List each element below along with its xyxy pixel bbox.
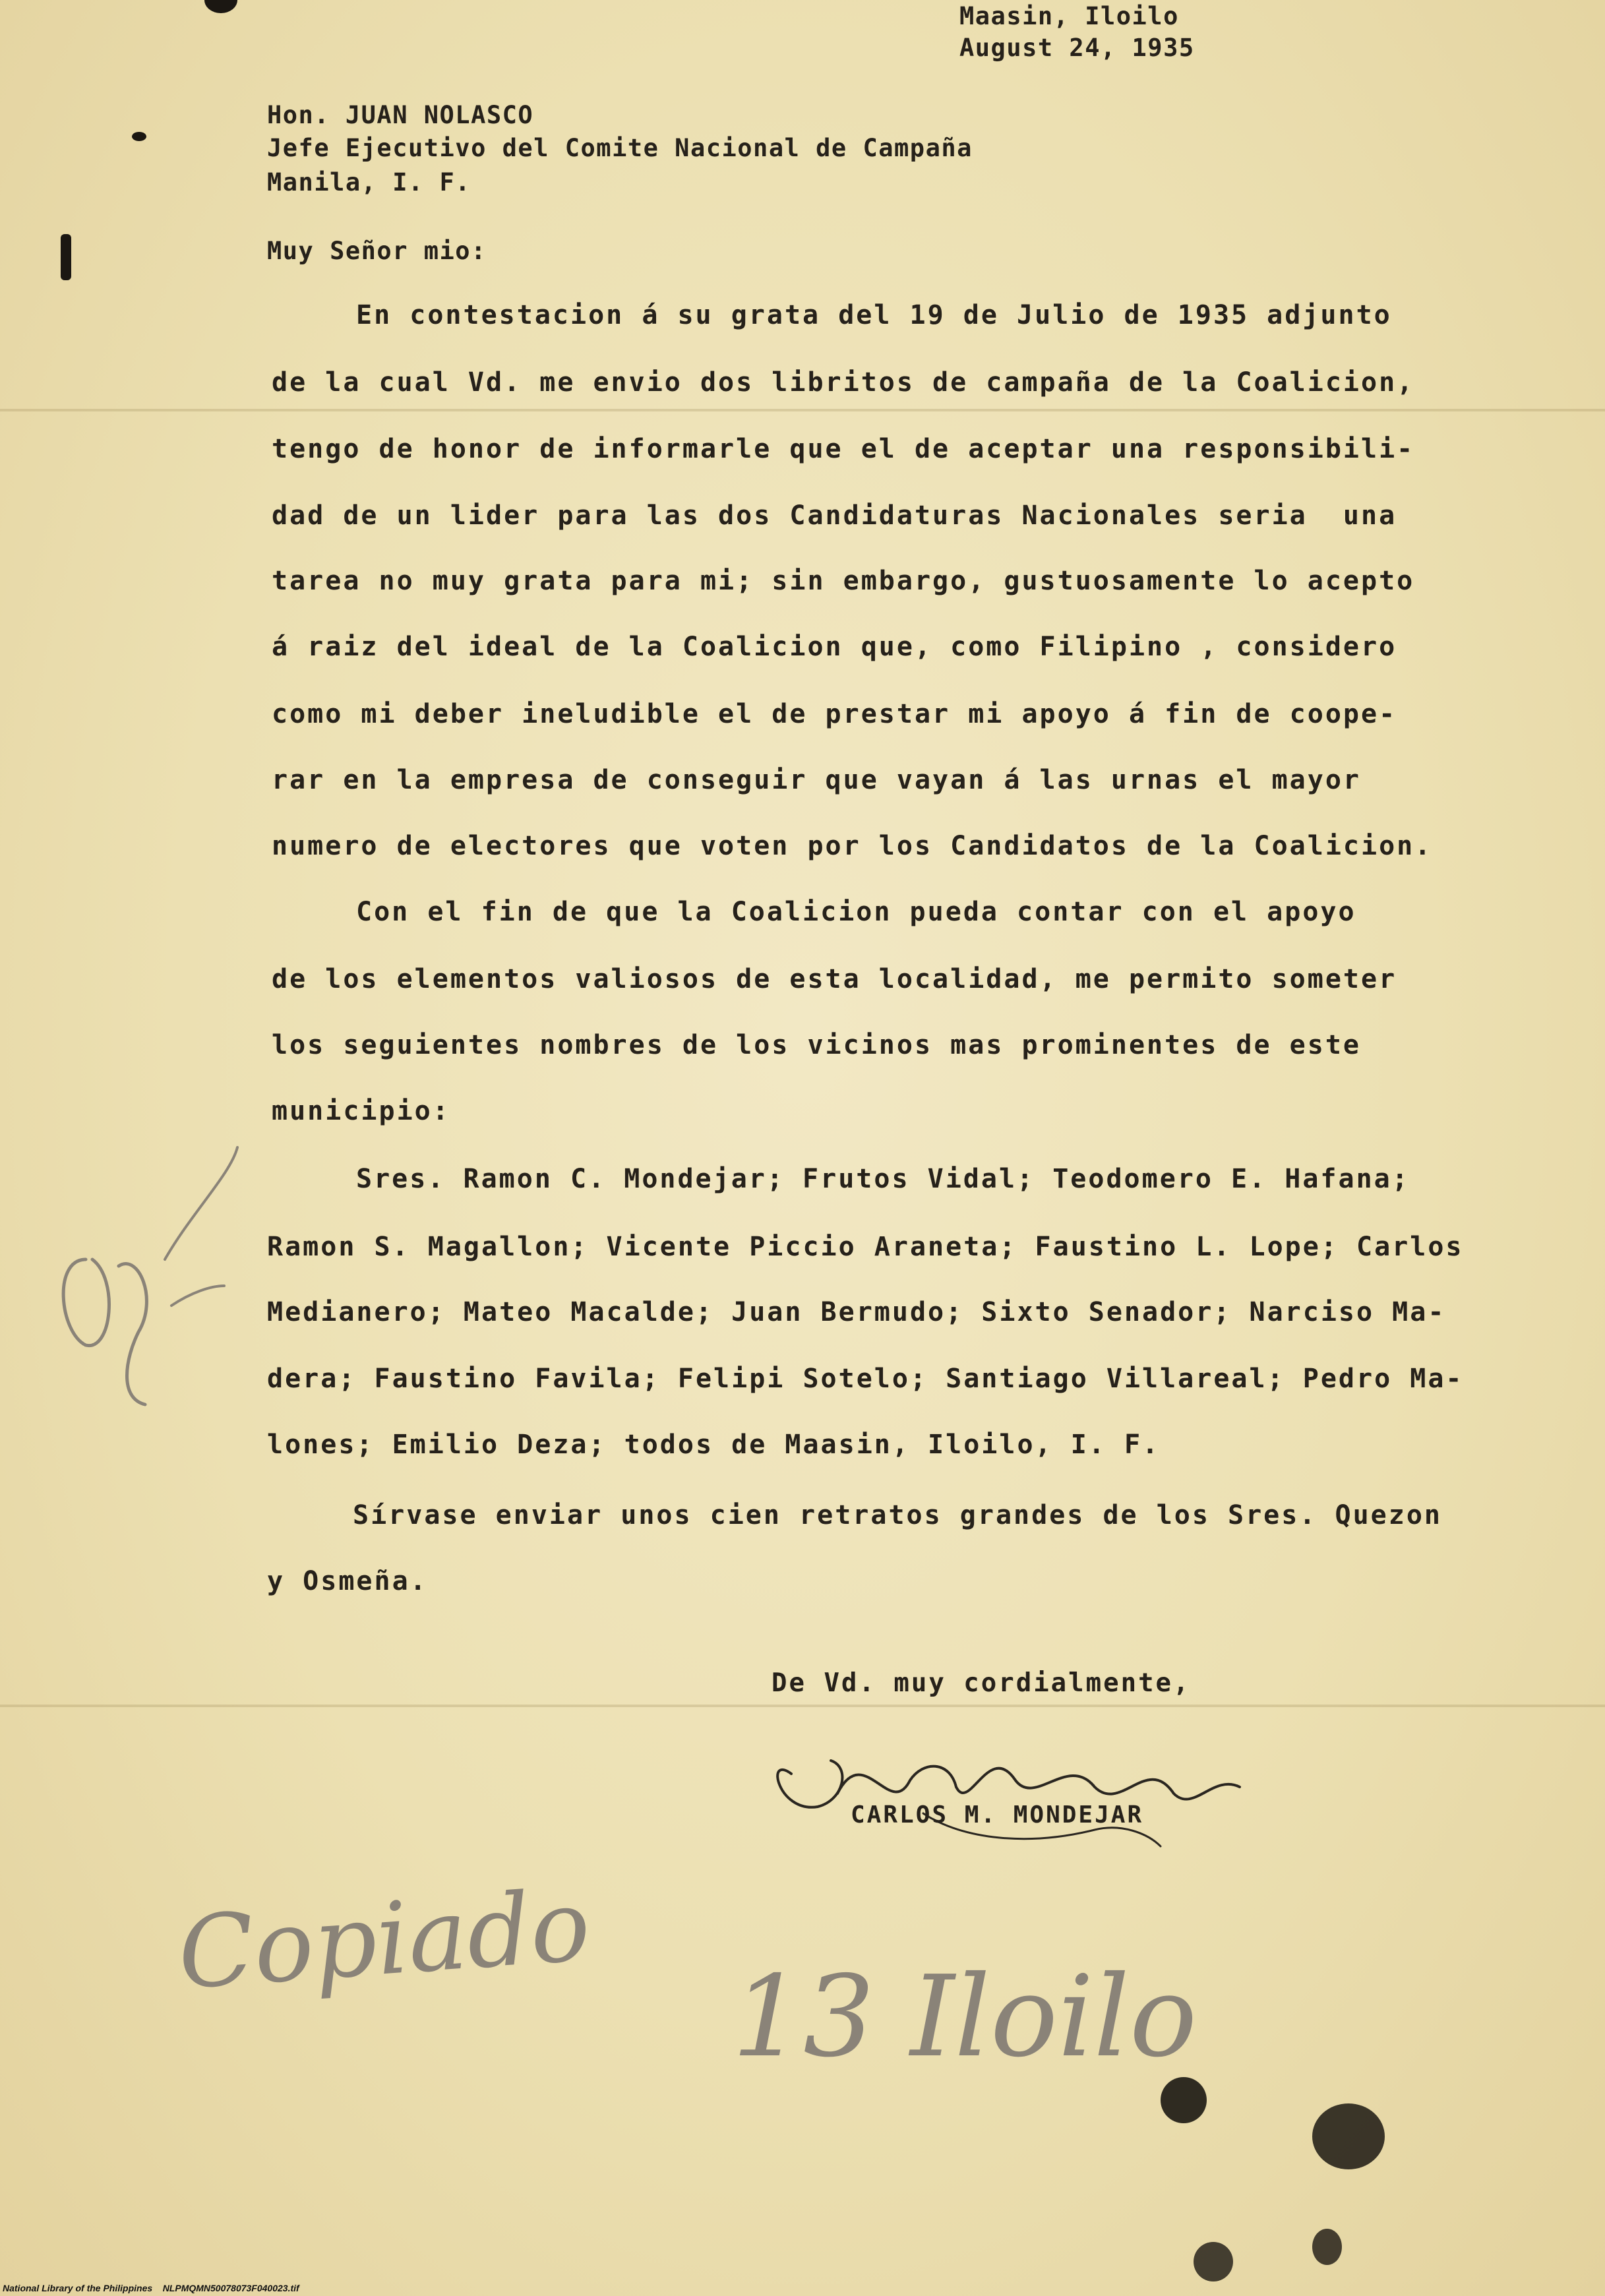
signatory-name: CARLOS M. MONDEJAR (851, 1801, 1144, 1828)
ink-mark (132, 132, 146, 141)
copied-note-visible: Copiado (174, 1868, 594, 2012)
margin-note-mark (40, 1134, 257, 1411)
paragraph-line: Ramon S. Magallon; Vicente Piccio Araneta; Faustino L. Lope; Carlos (267, 1232, 1464, 1262)
paragraph-line: Medianero; Mateo Macalde; Juan Bermudo; Sixto Senador; Narciso Ma- (267, 1297, 1446, 1327)
paragraph-line: y Osmeña. (267, 1566, 428, 1596)
paragraph-line: los seguientes nombres de los vicinos mas prominentes de este (272, 1030, 1362, 1060)
paragraph-line: numero de electores que voten por los Candidatos de la Coalicion. (272, 831, 1433, 861)
paragraph-line: Sres. Ramon C. Mondejar; Frutos Vidal; Teodomero E. Hafana; (356, 1164, 1410, 1194)
ink-blot (1161, 2077, 1207, 2123)
salutation: Muy Señor mio: (267, 237, 487, 265)
file-note: 13 Iloilo (732, 1952, 1197, 2082)
ink-blot (1312, 2229, 1342, 2265)
paragraph-line: de los elementos valiosos de esta localidad, me permito someter (272, 964, 1397, 994)
paragraph-line: Sírvase enviar unos cien retratos grandes de los Sres. Quezon (353, 1500, 1443, 1530)
paragraph-line: como mi deber ineludible el de prestar mi apoyo á fin de coope- (272, 699, 1397, 729)
paragraph-line: de la cual Vd. me envio dos libritos de campaña de la Coalicion, (272, 367, 1415, 398)
paragraph-line: tengo de honor de informarle que el de aceptar una responsibili- (272, 434, 1415, 464)
paragraph-line: En contestacion á su grata del 19 de Julio de 1935 adjunto (356, 300, 1392, 330)
ink-mark (61, 234, 71, 280)
paragraph-line: dad de un lider para las dos Candidaturas Nacionales seria una (272, 500, 1397, 531)
recipient-name: Hon. JUAN NOLASCO (267, 101, 534, 129)
letter-date: August 24, 1935 (959, 34, 1195, 62)
letter-place: Maasin, Iloilo (959, 2, 1179, 30)
ink-blot (1312, 2103, 1385, 2169)
paragraph-line: Con el fin de que la Coalicion pueda contar con el apoyo (356, 897, 1356, 927)
paragraph-line: municipio: (272, 1096, 450, 1126)
archive-footer: National Library of the Philippines NLPMQMN50078073F040023.tif (3, 2283, 299, 2293)
paragraph-line: rar en la empresa de conseguir que vayan á las urnas el mayor (272, 765, 1362, 795)
recipient-title: Jefe Ejecutivo del Comite Nacional de Campaña (267, 134, 973, 162)
paper-fold-line (0, 1705, 1605, 1707)
paragraph-line: dera; Faustino Favila; Felipi Sotelo; Santiago Villareal; Pedro Ma- (267, 1364, 1464, 1394)
paper-fold-line (0, 409, 1605, 411)
paragraph-line: tarea no muy grata para mi; sin embargo, gustuosamente lo acepto (272, 566, 1415, 596)
recipient-city: Manila, I. F. (267, 168, 471, 196)
signature (752, 1714, 1266, 1873)
closing: De Vd. muy cordialmente, (772, 1668, 1191, 1698)
paragraph-line: lones; Emilio Deza; todos de Maasin, Iloilo, I. F. (267, 1430, 1161, 1460)
paragraph-line: á raiz del ideal de la Coalicion que, como Filipino , considero (272, 632, 1397, 662)
ink-blot (1194, 2242, 1233, 2281)
